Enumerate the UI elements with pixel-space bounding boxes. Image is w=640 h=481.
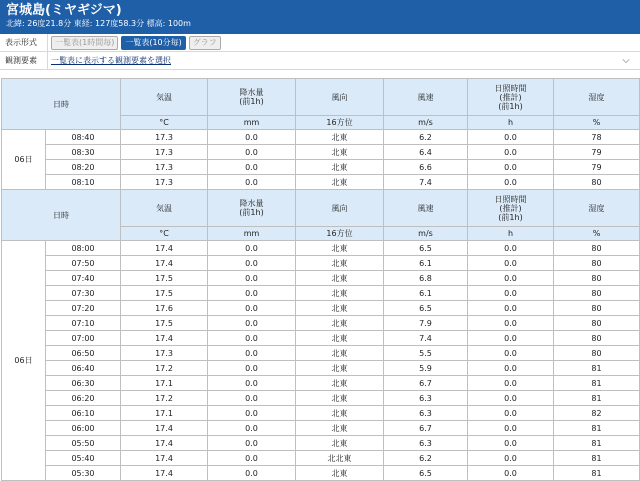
cell-precipitation: 0.0 [208, 160, 296, 175]
cell-temperature: 17.4 [121, 466, 208, 481]
cell-temperature: 17.4 [121, 436, 208, 451]
cell-precipitation: 0.0 [208, 130, 296, 145]
table-row [2, 256, 640, 271]
table-row [2, 160, 640, 175]
cell-wind-speed: 6.7 [384, 421, 468, 436]
cell-sunshine: 0.0 [468, 361, 554, 376]
header-precipitation: 降水量 (前1h) [208, 79, 296, 116]
cell-wind-direction: 北東 [296, 301, 384, 316]
cell-wind-speed: 7.9 [384, 316, 468, 331]
cell-time: 05:50 [46, 436, 121, 451]
cell-sunshine: 0.0 [468, 406, 554, 421]
cell-humidity: 81 [554, 361, 640, 376]
header-row [2, 190, 640, 227]
cell-sunshine: 0.0 [468, 436, 554, 451]
cell-sunshine: 0.0 [468, 286, 554, 301]
cell-temperature: 17.4 [121, 241, 208, 256]
table-row [2, 376, 640, 391]
table-row [2, 316, 640, 331]
cell-time: 06:10 [46, 406, 121, 421]
cell-precipitation: 0.0 [208, 241, 296, 256]
element-select-link[interactable]: 一覧表に表示する観測要素を選択 [51, 56, 171, 65]
unit-wind-speed: m/s [384, 227, 468, 241]
hourly-table-button[interactable]: 一覧表(1時間毎) [51, 36, 118, 50]
unit-wind-speed: m/s [384, 116, 468, 130]
cell-humidity: 81 [554, 391, 640, 406]
cell-humidity: 80 [554, 241, 640, 256]
cell-sunshine: 0.0 [468, 451, 554, 466]
unit-wind-direction: 16方位 [296, 116, 384, 130]
table-row [2, 331, 640, 346]
cell-wind-direction: 北東 [296, 286, 384, 301]
cell-temperature: 17.3 [121, 160, 208, 175]
cell-sunshine: 0.0 [468, 256, 554, 271]
station-header [0, 0, 640, 34]
cell-humidity: 80 [554, 346, 640, 361]
cell-humidity: 78 [554, 130, 640, 145]
cell-temperature: 17.4 [121, 421, 208, 436]
cell-precipitation: 0.0 [208, 286, 296, 301]
ten-minute-table-button[interactable]: 一覧表(10分毎) [121, 36, 185, 50]
header-precipitation: 降水量 (前1h) [208, 190, 296, 227]
header-temperature: 気温 [121, 190, 208, 227]
unit-temperature: °C [121, 116, 208, 130]
table-row [2, 406, 640, 421]
cell-temperature: 17.5 [121, 316, 208, 331]
table-row [2, 301, 640, 316]
cell-sunshine: 0.0 [468, 130, 554, 145]
cell-temperature: 17.3 [121, 145, 208, 160]
cell-time: 06:50 [46, 346, 121, 361]
cell-sunshine: 0.0 [468, 175, 554, 190]
cell-precipitation: 0.0 [208, 256, 296, 271]
unit-temperature: °C [121, 227, 208, 241]
header-datetime: 日時 [2, 190, 121, 241]
cell-time: 05:40 [46, 451, 121, 466]
cell-wind-speed: 6.5 [384, 241, 468, 256]
table-row [2, 421, 640, 436]
unit-precipitation: mm [208, 116, 296, 130]
cell-wind-direction: 北東 [296, 175, 384, 190]
cell-temperature: 17.3 [121, 175, 208, 190]
cell-temperature: 17.2 [121, 361, 208, 376]
cell-time: 08:40 [46, 130, 121, 145]
unit-wind-direction: 16方位 [296, 227, 384, 241]
chevron-down-icon[interactable] [622, 57, 630, 65]
table-row [2, 241, 640, 256]
cell-precipitation: 0.0 [208, 451, 296, 466]
header-wind-speed: 風速 [384, 79, 468, 116]
cell-wind-direction: 北東 [296, 316, 384, 331]
cell-wind-direction: 北東 [296, 376, 384, 391]
cell-sunshine: 0.0 [468, 145, 554, 160]
cell-humidity: 80 [554, 271, 640, 286]
cell-humidity: 79 [554, 145, 640, 160]
cell-wind-speed: 6.5 [384, 466, 468, 481]
cell-temperature: 17.1 [121, 406, 208, 421]
cell-wind-direction: 北北東 [296, 451, 384, 466]
cell-wind-speed: 5.9 [384, 361, 468, 376]
cell-precipitation: 0.0 [208, 376, 296, 391]
cell-wind-direction: 北東 [296, 346, 384, 361]
cell-wind-speed: 6.3 [384, 406, 468, 421]
cell-time: 07:50 [46, 256, 121, 271]
cell-precipitation: 0.0 [208, 361, 296, 376]
cell-wind-speed: 6.2 [384, 130, 468, 145]
cell-precipitation: 0.0 [208, 301, 296, 316]
cell-temperature: 17.4 [121, 256, 208, 271]
cell-humidity: 81 [554, 421, 640, 436]
cell-time: 07:10 [46, 316, 121, 331]
cell-temperature: 17.2 [121, 391, 208, 406]
cell-temperature: 17.6 [121, 301, 208, 316]
cell-humidity: 80 [554, 256, 640, 271]
display-format-label: 表示形式 [0, 34, 48, 51]
header-wind-direction: 風向 [296, 79, 384, 116]
cell-humidity: 80 [554, 316, 640, 331]
cell-time: 08:20 [46, 160, 121, 175]
table-row [2, 436, 640, 451]
cell-wind-speed: 6.3 [384, 436, 468, 451]
cell-time: 07:40 [46, 271, 121, 286]
unit-sunshine: h [468, 227, 554, 241]
cell-temperature: 17.4 [121, 331, 208, 346]
observation-table [1, 78, 640, 481]
cell-humidity: 80 [554, 301, 640, 316]
cell-wind-direction: 北東 [296, 361, 384, 376]
cell-precipitation: 0.0 [208, 145, 296, 160]
cell-time: 06:40 [46, 361, 121, 376]
cell-wind-direction: 北東 [296, 406, 384, 421]
observation-table-wrap [0, 78, 640, 481]
unit-precipitation: mm [208, 227, 296, 241]
header-sunshine: 日照時間 (推計) (前1h) [468, 190, 554, 227]
cell-wind-direction: 北東 [296, 271, 384, 286]
cell-wind-direction: 北東 [296, 466, 384, 481]
cell-wind-direction: 北東 [296, 145, 384, 160]
cell-sunshine: 0.0 [468, 316, 554, 331]
cell-wind-direction: 北東 [296, 421, 384, 436]
station-name: 宮城島(ミヤギジマ) [6, 3, 122, 18]
cell-wind-direction: 北東 [296, 436, 384, 451]
cell-wind-speed: 6.5 [384, 301, 468, 316]
cell-sunshine: 0.0 [468, 466, 554, 481]
cell-wind-direction: 北東 [296, 160, 384, 175]
table-row [2, 286, 640, 301]
cell-wind-direction: 北東 [296, 241, 384, 256]
cell-humidity: 81 [554, 466, 640, 481]
table-row [2, 346, 640, 361]
table-row [2, 391, 640, 406]
cell-time: 07:00 [46, 331, 121, 346]
cell-precipitation: 0.0 [208, 391, 296, 406]
cell-precipitation: 0.0 [208, 406, 296, 421]
cell-wind-speed: 5.5 [384, 346, 468, 361]
cell-time: 07:30 [46, 286, 121, 301]
cell-wind-speed: 7.4 [384, 331, 468, 346]
cell-wind-speed: 6.6 [384, 160, 468, 175]
cell-wind-speed: 6.8 [384, 271, 468, 286]
cell-sunshine: 0.0 [468, 241, 554, 256]
observation-table-body [2, 79, 640, 481]
table-row [2, 271, 640, 286]
header-humidity: 湿度 [554, 190, 640, 227]
table-row [2, 130, 640, 145]
cell-wind-speed: 6.2 [384, 451, 468, 466]
table-row [2, 361, 640, 376]
cell-humidity: 81 [554, 451, 640, 466]
cell-wind-speed: 6.7 [384, 376, 468, 391]
cell-humidity: 80 [554, 331, 640, 346]
cell-precipitation: 0.0 [208, 421, 296, 436]
header-wind-speed: 風速 [384, 190, 468, 227]
unit-humidity: % [554, 116, 640, 130]
table-row [2, 466, 640, 481]
cell-precipitation: 0.0 [208, 331, 296, 346]
cell-humidity: 81 [554, 436, 640, 451]
cell-temperature: 17.1 [121, 376, 208, 391]
cell-wind-speed: 7.4 [384, 175, 468, 190]
display-format-row [0, 34, 640, 52]
cell-wind-speed: 6.1 [384, 256, 468, 271]
cell-time: 07:20 [46, 301, 121, 316]
cell-day: 06日 [2, 241, 46, 481]
cell-temperature: 17.4 [121, 451, 208, 466]
header-temperature: 気温 [121, 79, 208, 116]
cell-wind-speed: 6.3 [384, 391, 468, 406]
cell-wind-speed: 6.4 [384, 145, 468, 160]
cell-sunshine: 0.0 [468, 346, 554, 361]
cell-time: 05:30 [46, 466, 121, 481]
header-humidity: 湿度 [554, 79, 640, 116]
cell-sunshine: 0.0 [468, 301, 554, 316]
cell-precipitation: 0.0 [208, 466, 296, 481]
cell-temperature: 17.3 [121, 346, 208, 361]
cell-sunshine: 0.0 [468, 331, 554, 346]
cell-precipitation: 0.0 [208, 175, 296, 190]
cell-precipitation: 0.0 [208, 271, 296, 286]
cell-wind-direction: 北東 [296, 331, 384, 346]
cell-temperature: 17.3 [121, 130, 208, 145]
cell-wind-direction: 北東 [296, 130, 384, 145]
cell-temperature: 17.5 [121, 271, 208, 286]
cell-precipitation: 0.0 [208, 436, 296, 451]
elements-row [0, 52, 640, 70]
cell-wind-speed: 6.1 [384, 286, 468, 301]
table-row [2, 175, 640, 190]
graph-button[interactable]: グラフ [189, 36, 221, 50]
cell-humidity: 80 [554, 175, 640, 190]
cell-precipitation: 0.0 [208, 316, 296, 331]
cell-sunshine: 0.0 [468, 421, 554, 436]
unit-sunshine: h [468, 116, 554, 130]
cell-sunshine: 0.0 [468, 376, 554, 391]
cell-wind-direction: 北東 [296, 256, 384, 271]
cell-time: 06:00 [46, 421, 121, 436]
cell-time: 06:20 [46, 391, 121, 406]
header-sunshine: 日照時間 (推計) (前1h) [468, 79, 554, 116]
header-row [2, 79, 640, 116]
cell-sunshine: 0.0 [468, 271, 554, 286]
cell-time: 06:30 [46, 376, 121, 391]
cell-time: 08:30 [46, 145, 121, 160]
cell-time: 08:00 [46, 241, 121, 256]
cell-day: 06日 [2, 130, 46, 190]
cell-humidity: 79 [554, 160, 640, 175]
cell-wind-direction: 北東 [296, 391, 384, 406]
cell-sunshine: 0.0 [468, 391, 554, 406]
table-row [2, 451, 640, 466]
cell-humidity: 80 [554, 286, 640, 301]
cell-humidity: 81 [554, 376, 640, 391]
cell-time: 08:10 [46, 175, 121, 190]
cell-temperature: 17.5 [121, 286, 208, 301]
table-row [2, 145, 640, 160]
elements-label: 観測要素 [0, 52, 48, 69]
cell-precipitation: 0.0 [208, 346, 296, 361]
header-datetime: 日時 [2, 79, 121, 130]
header-wind-direction: 風向 [296, 190, 384, 227]
unit-humidity: % [554, 227, 640, 241]
cell-humidity: 82 [554, 406, 640, 421]
station-coords: 北緯: 26度21.8分 東経: 127度58.3分 標高: 100m [6, 19, 191, 28]
cell-sunshine: 0.0 [468, 160, 554, 175]
